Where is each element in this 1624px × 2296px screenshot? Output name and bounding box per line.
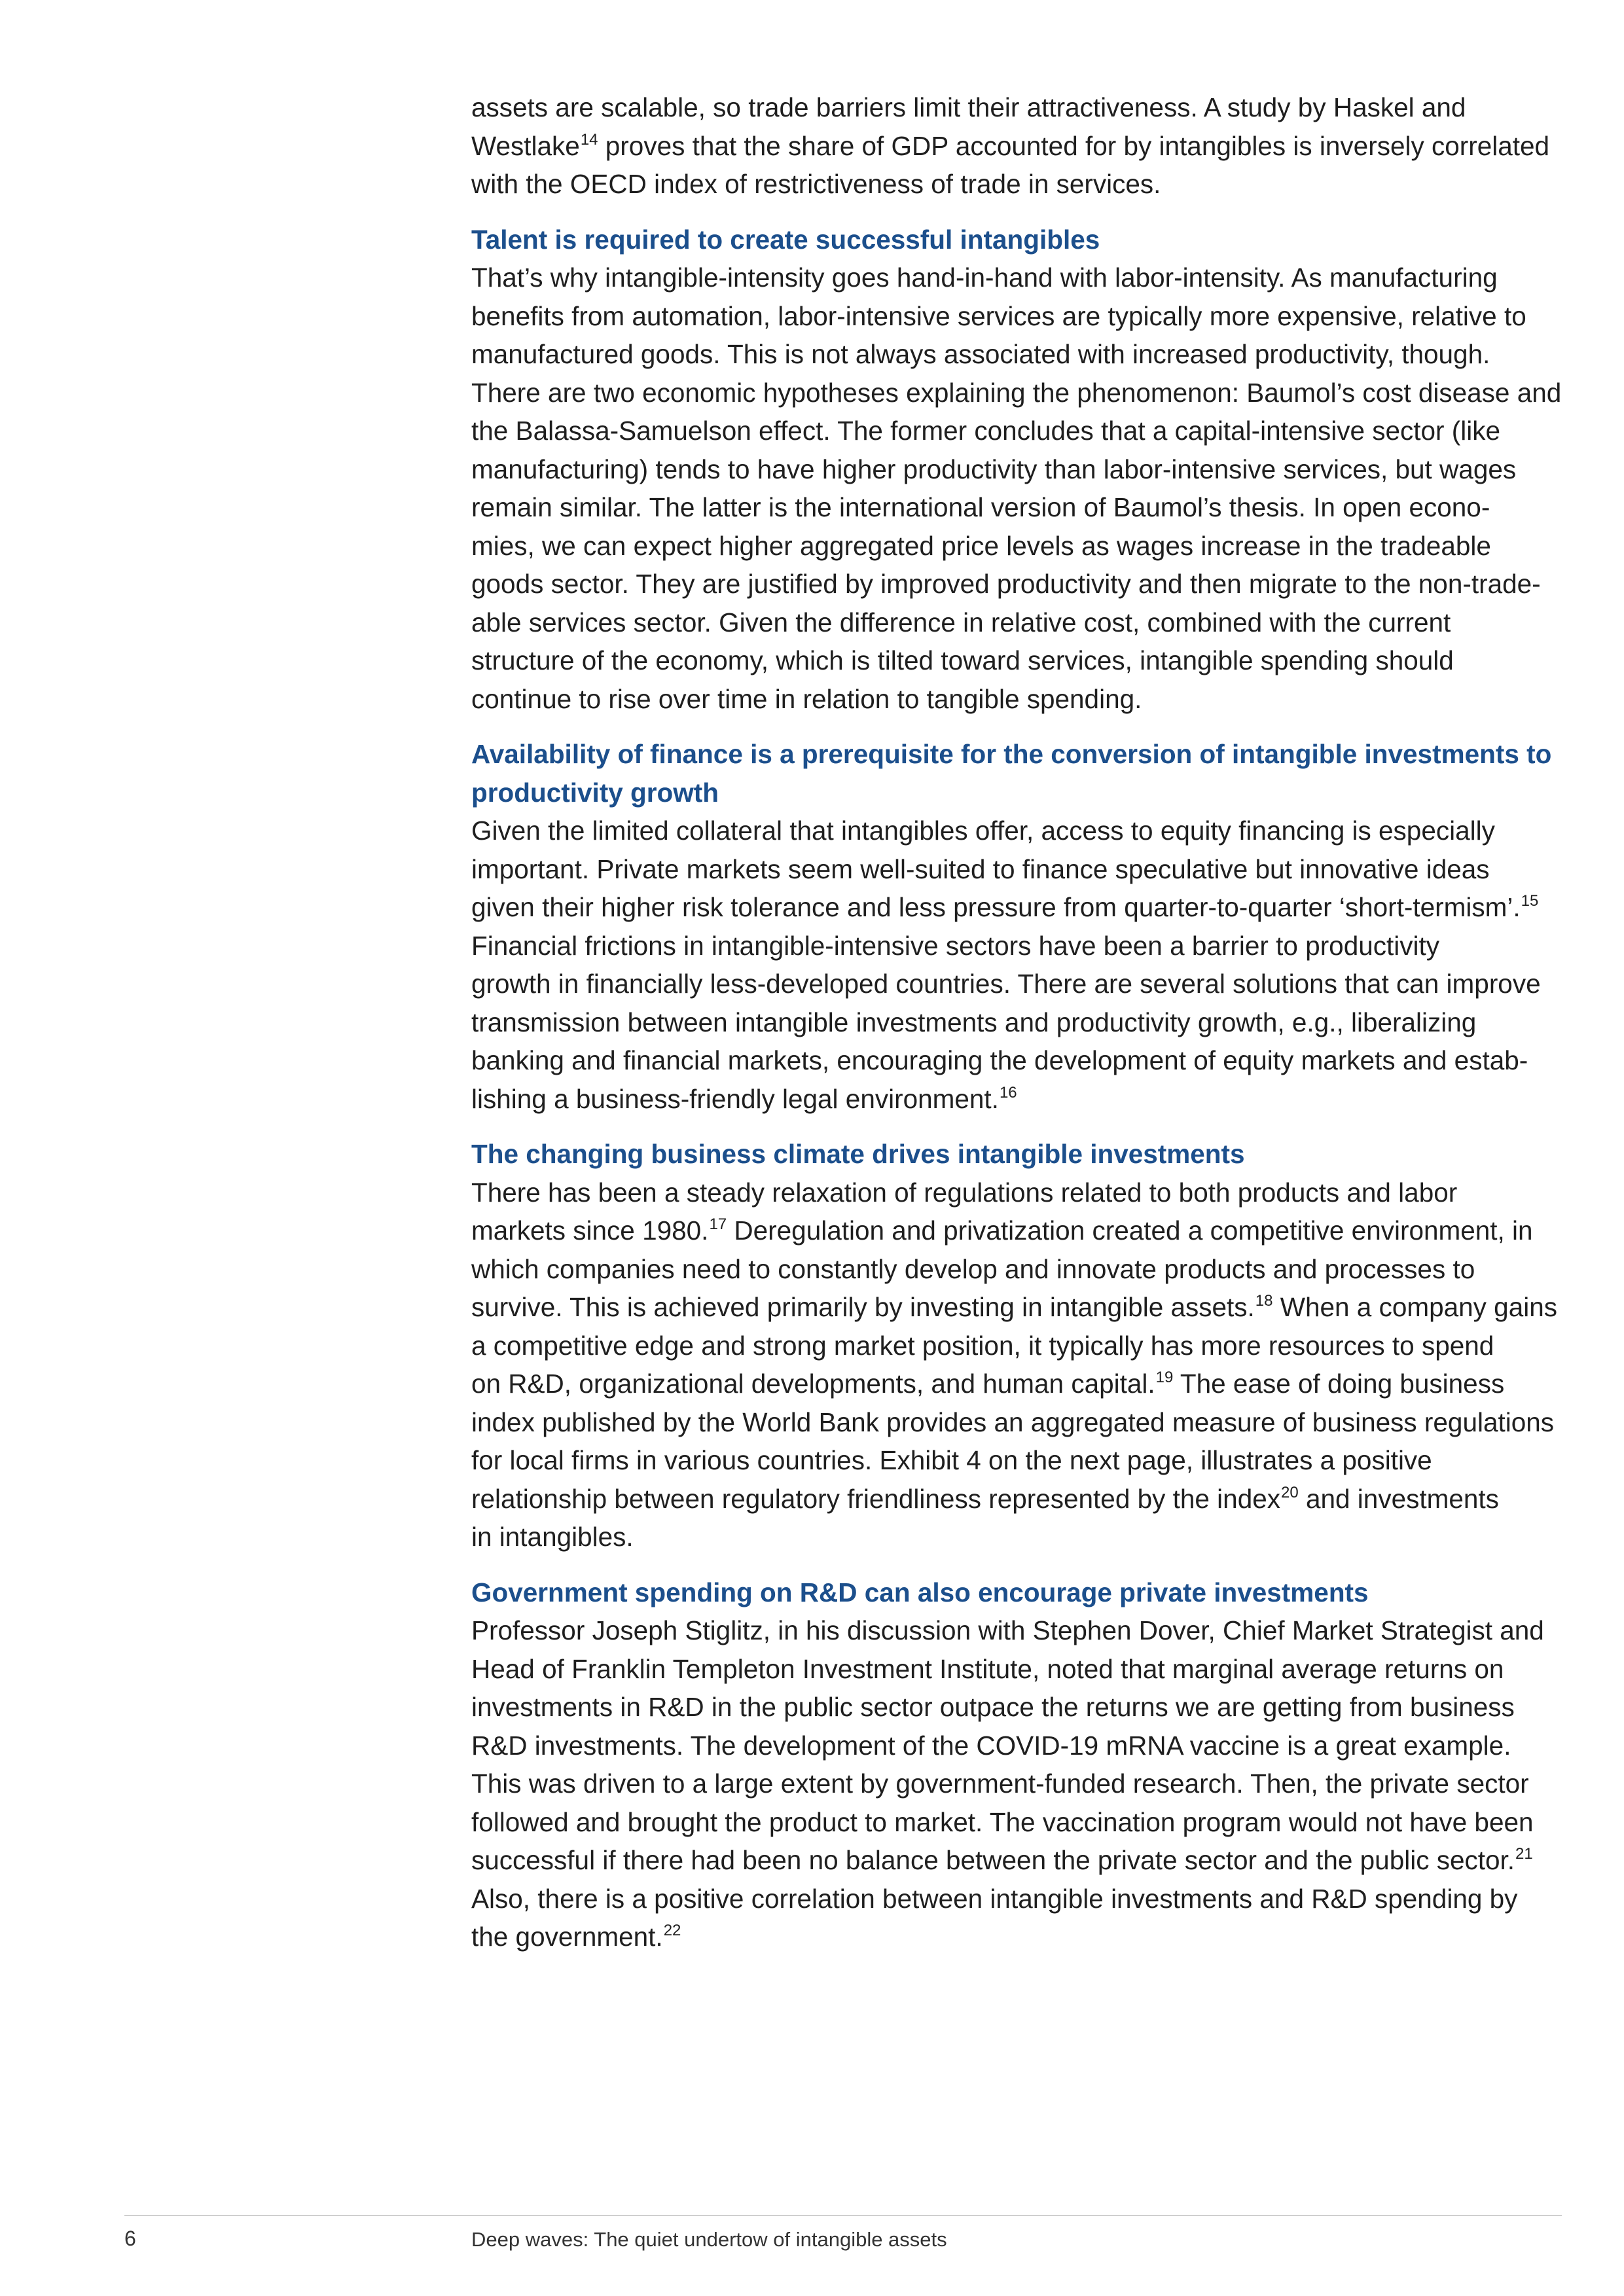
footer-divider [124, 2215, 1562, 2216]
footnote-ref-22: 22 [663, 1922, 681, 1939]
section-body: Given the limited collateral that intangibles offer, access to equity financing is especially important. Private markets seem well-suited to finance speculative but innovative ideas given their higher risk tolerance and less pressure from quarter-to-quarter ‘short-termism’.$^{15}$ Financial frictions in intangible-intensive sectors have been a barrier to productivity growth in financially less-developed countries. There are several solutions that can improve transmission between intangible investments and productivity growth, e.g., liberalizing banking and financial markets, encouraging the development of equity markets and estab- lishing a business-friendly legal environment.$^{16}$ [471, 816, 1541, 1114]
main-text-column [471, 88, 1561, 1973]
section-finance [471, 735, 1561, 1118]
section-heading: Availability of finance is a prerequisite for the conversion of intangible investments to productivity growth [471, 739, 1552, 808]
text-line: Westlake$^{14}$ proves that the share of GDP accounted for by intangibles is inversely correlated [471, 130, 1550, 161]
footnote-ref-16: 16 [999, 1083, 1017, 1102]
footnote-ref-20: 20 [1281, 1483, 1299, 1501]
footnote-ref-17: 17 [709, 1215, 727, 1233]
footnote-ref-15: 15 [1521, 892, 1539, 910]
intro-paragraph [471, 88, 1561, 204]
section-body: That’s why intangible-intensity goes hand-in-hand with labor-intensity. As manufacturing benefits from automation, labor-intensive services are typically more expensive, relative to manufactured goods. This is not always associated with increased productivity, though. There are two economic hypotheses explaining the phenomenon: Baumol’s cost disease and the Balassa-Samuelson effect. The former concludes that a capital-intensive sector (like manufacturing) tends to have higher productivity than labor-intensive services, but wages remain similar. The latter is the international version of Baumol’s thesis. In open econo- mies, we can expect higher aggregated price levels as wages increase in the tradeable goods sector. They are justified by improved productivity and then migrate to the non-trade- able services sector. Given the difference in relative cost, combined with the current structure of the economy, which is tilted toward services, intangible spending should continue to rise over time in relation to tangible spending. [471, 262, 1562, 714]
footnote-ref-21: 21 [1515, 1845, 1533, 1863]
section-heading: The changing business climate drives intangible investments [471, 1139, 1245, 1169]
section-talent [471, 221, 1561, 719]
section-business-climate [471, 1135, 1561, 1556]
footnote-ref-19: 19 [1155, 1369, 1174, 1386]
section-government-rd [471, 1573, 1561, 1956]
section-body: There has been a steady relaxation of regulations related to both products and labor markets since 1980.17 Deregulation and privatization created a competitive environment, in which companies need to constantly develop and innovate products and processes to survive. This is achieved primarily by investing in intangible assets.$^{18}$ When a company gains a competitive edge and strong market position, it typically has more resources to spend on R&D, organizational developments, and human capital.$^{19}$ The ease of doing business index published by the World Bank provides an aggregated measure of business regulations for local firms in various countries. Exhibit 4 on the next page, illustrates a positive relationship between regulatory friendliness represented by the index$^{20}$ and investments in intangibles. [471, 1177, 1557, 1552]
section-heading: Talent is required to create successful intangibles [471, 224, 1100, 255]
text-line: with the OECD index of restrictiveness of trade in services. [471, 169, 1161, 199]
page-number: 6 [124, 2227, 136, 2250]
footnote-ref-14: 14 [580, 130, 598, 149]
section-body: Professor Joseph Stiglitz, in his discussion with Stephen Dover, Chief Market Strategist and Head of Franklin Templeton Investment Institute, noted that marginal average returns on investments in R&D in the public sector outpace the returns we are getting from business R&D investments. The development of the COVID-19 mRNA vaccine is a great example. This was driven to a large extent by government-funded research. Then, the private sector followed and brought the product to market. The vaccination program would not have been successful if there had been no balance between the private sector and the public sector.$^{21}$ Also, there is a positive correlation between intangible investments and R&D spending by the government.$^{22}$ [471, 1615, 1544, 1952]
footnote-ref-18: 18 [1255, 1292, 1273, 1310]
text-line: assets are scalable, so trade barriers limit their attractiveness. A study by Haskel and [471, 92, 1466, 122]
footer-document-title: Deep waves: The quiet undertow of intangible assets [471, 2228, 947, 2251]
section-heading: Government spending on R&D can also encourage private investments [471, 1577, 1369, 1607]
